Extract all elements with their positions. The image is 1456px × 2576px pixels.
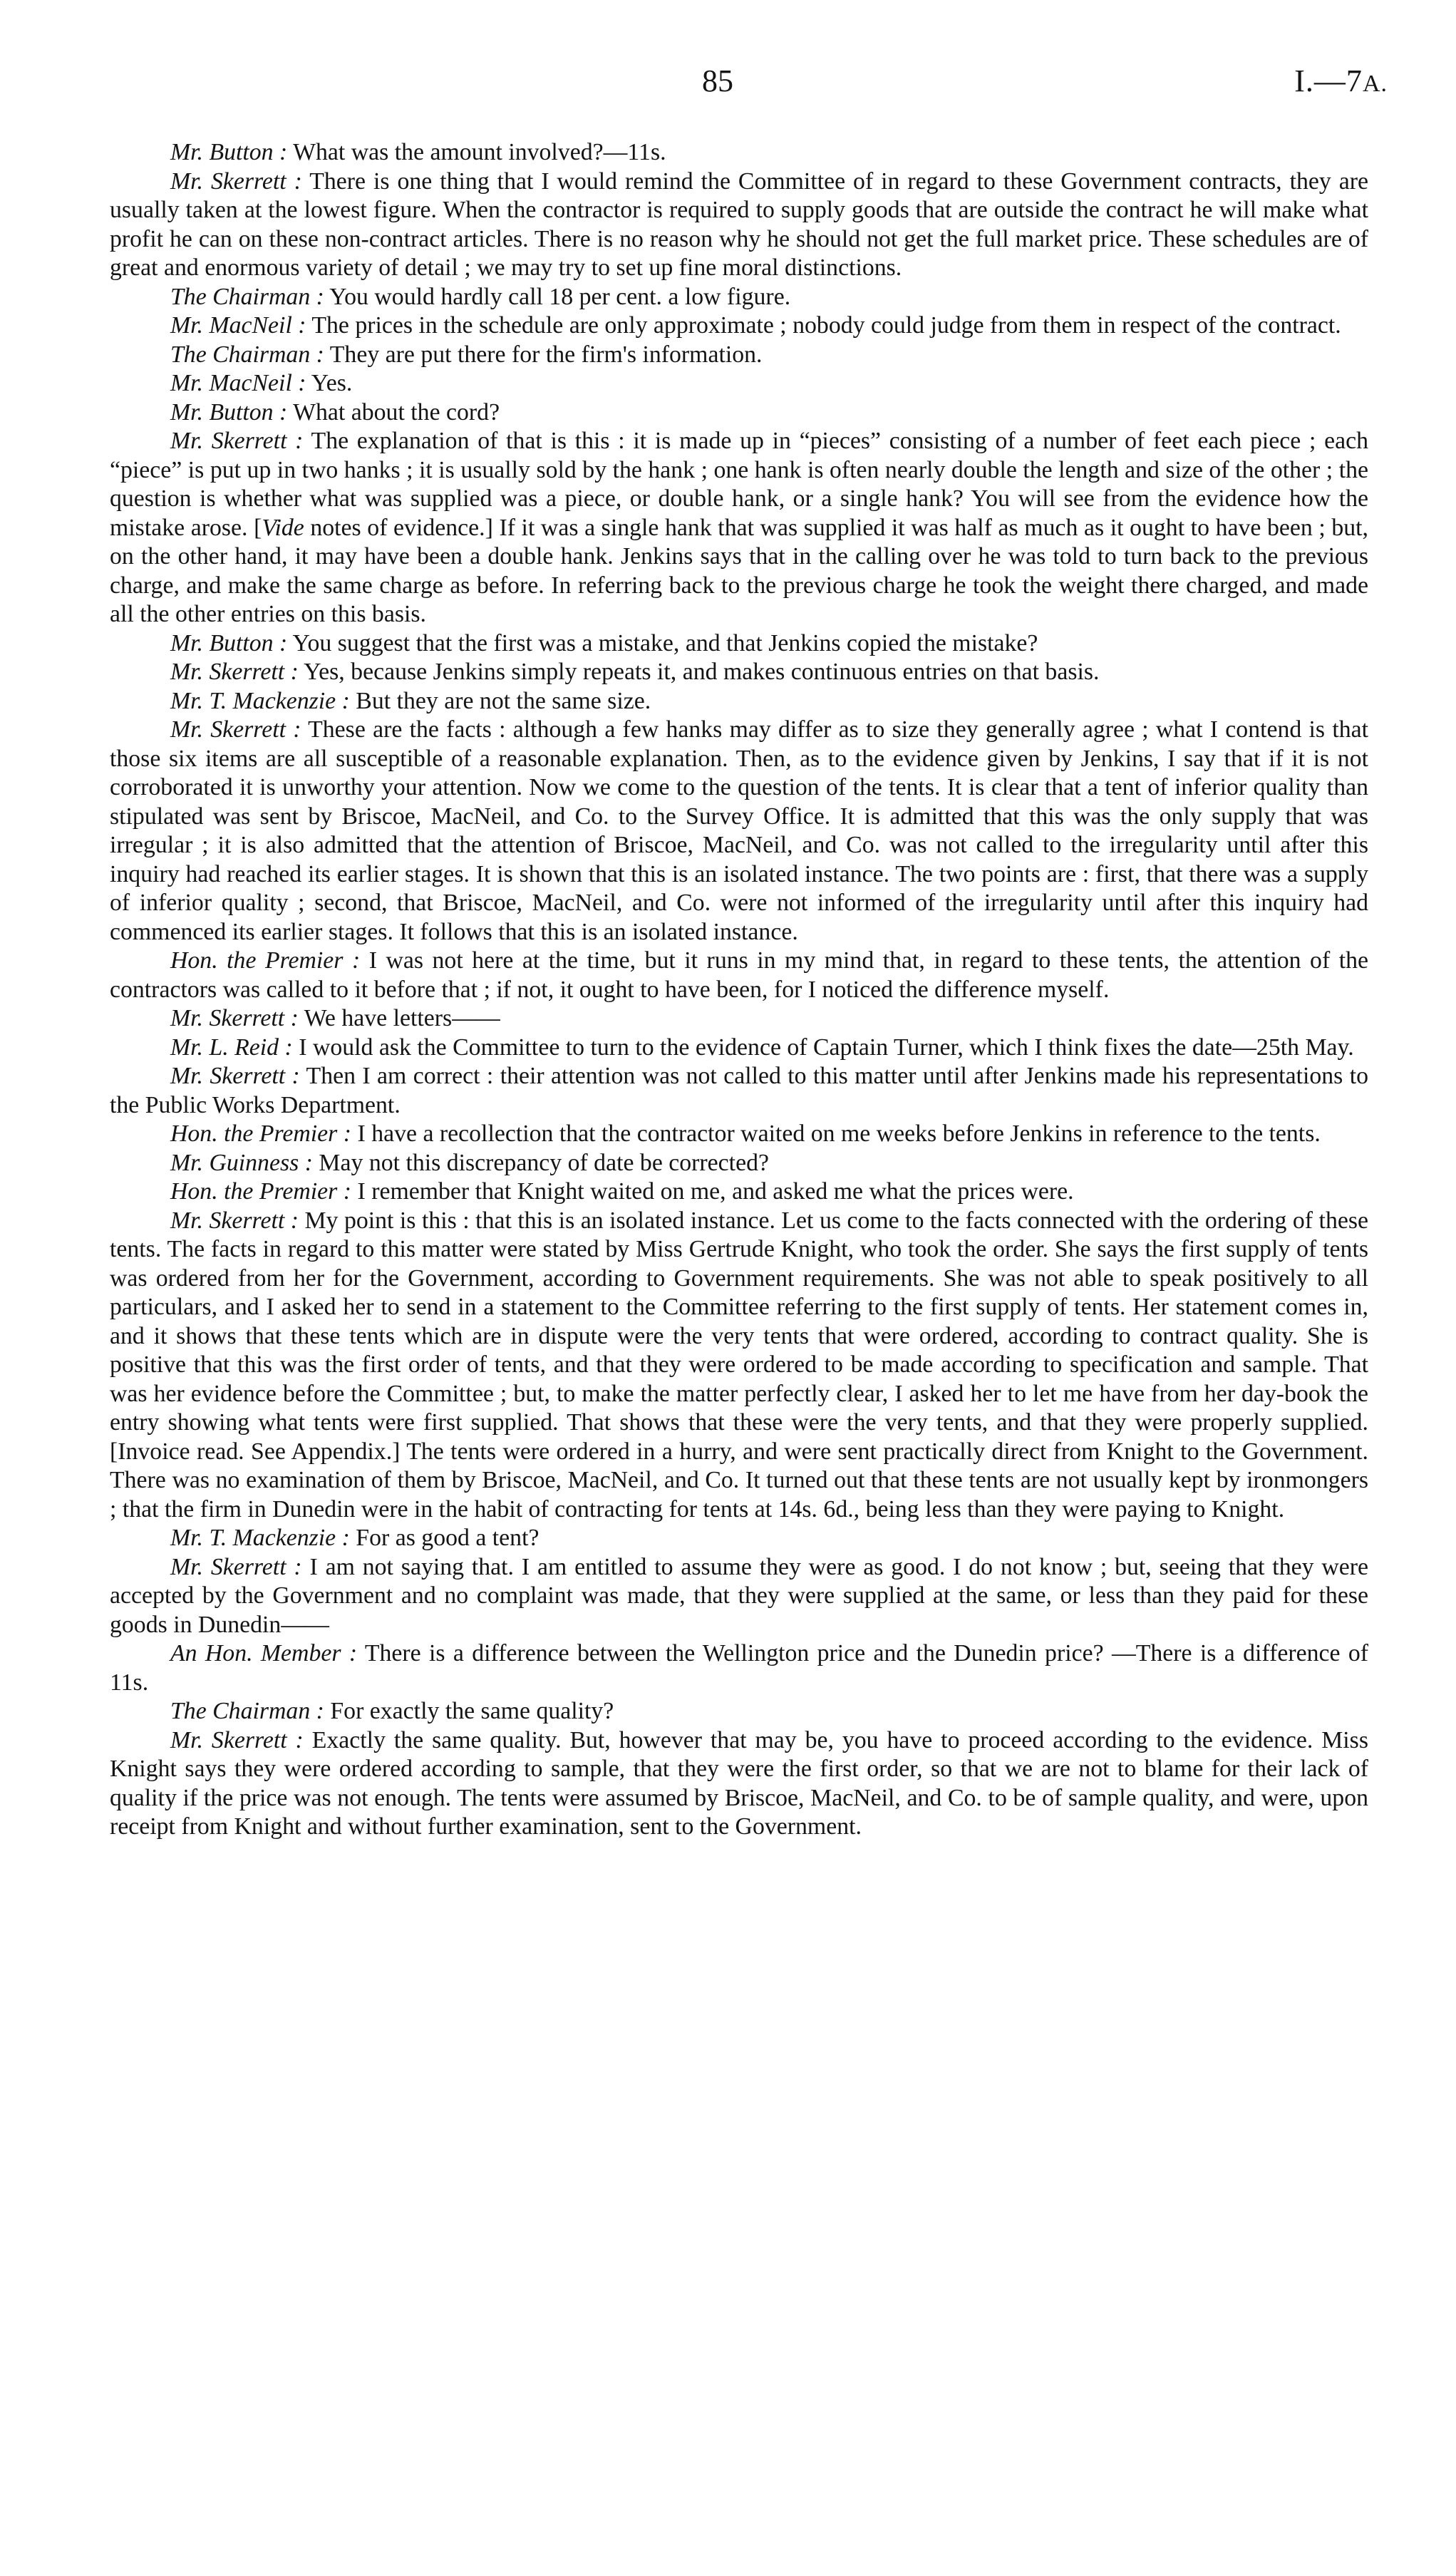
speaker-name: Mr. Skerrett : bbox=[170, 659, 299, 685]
transcript-paragraph bbox=[110, 398, 1368, 428]
transcript-paragraph bbox=[110, 1034, 1368, 1063]
transcript-paragraph bbox=[110, 947, 1368, 1004]
speech-text: You would hardly call 18 per cent. a low figure. bbox=[324, 283, 791, 310]
speaker-name: The Chairman : bbox=[170, 283, 324, 310]
italic-reference: Vide bbox=[262, 514, 304, 541]
sheet-reference bbox=[1294, 63, 1388, 99]
speech-text: There is one thing that I would remind the Committee of in regard to these Government contracts, they are usually taken at the lowest figure. When the contractor is required to supply goods that are outside the contract he will make what profit he can on these non-contract articles. There is no reason why he should not get the full market price. These schedules are of great and enormous variety of detail ; we may try to set up fine moral distinctions. bbox=[110, 168, 1368, 281]
speech-text: What was the amount involved?—11s. bbox=[287, 139, 666, 165]
speaker-name: The Chairman : bbox=[170, 341, 324, 368]
speech-text: Then I am correct : their attention was not called to this matter until after Jenkins made his representations to the Public Works Department. bbox=[110, 1063, 1368, 1118]
speaker-name: Mr. Button : bbox=[170, 398, 288, 426]
speaker-name: Mr. Button : bbox=[170, 139, 288, 165]
transcript-paragraph bbox=[110, 427, 1368, 629]
speaker-name: Mr. MacNeil : bbox=[170, 312, 306, 339]
transcript-paragraph bbox=[110, 1207, 1368, 1525]
transcript-paragraph bbox=[110, 1524, 1368, 1553]
transcript-paragraph bbox=[110, 687, 1368, 716]
speech-text: I remember that Knight waited on me, and asked me what the prices were. bbox=[351, 1178, 1074, 1205]
speaker-name: Mr. T. Mackenzie : bbox=[170, 687, 350, 714]
speaker-name: Mr. Button : bbox=[170, 629, 288, 656]
transcript-paragraph bbox=[110, 369, 1368, 398]
speaker-name: Mr. Skerrett : bbox=[170, 1553, 302, 1580]
speech-text: Yes. bbox=[306, 370, 353, 396]
transcript-body bbox=[110, 138, 1368, 1842]
transcript-paragraph bbox=[110, 283, 1368, 312]
transcript-paragraph bbox=[110, 168, 1368, 283]
speaker-name: An Hon. Member : bbox=[170, 1640, 358, 1666]
speech-text: May not this discrepancy of date be corrected? bbox=[312, 1149, 769, 1176]
speech-text: They are put there for the firm's information. bbox=[324, 341, 763, 368]
speech-text: The prices in the schedule are only approximate ; nobody could judge from them in respect of the contract. bbox=[306, 312, 1341, 339]
speech-text: I would ask the Committee to turn to the evidence of Captain Turner, which I think fixes the date—25th May. bbox=[292, 1034, 1354, 1061]
transcript-paragraph bbox=[110, 1120, 1368, 1149]
transcript-paragraph bbox=[110, 341, 1368, 370]
page-number: 85 bbox=[702, 63, 733, 98]
speech-text: What about the cord? bbox=[287, 398, 500, 426]
speech-text: I was not here at the time, but it runs in my mind that, in regard to these tents, the attention of the contractors was called to it before that ; if not, it ought to have been, for I noticed the difference myself. bbox=[110, 947, 1368, 1003]
speech-text: For as good a tent? bbox=[349, 1525, 539, 1551]
speaker-name: The Chairman : bbox=[170, 1698, 324, 1724]
speaker-name: Mr. Skerrett : bbox=[170, 1005, 299, 1031]
speaker-name: Mr. MacNeil : bbox=[170, 370, 306, 396]
transcript-paragraph bbox=[110, 311, 1368, 341]
transcript-paragraph bbox=[110, 1726, 1368, 1842]
speech-text: For exactly the same quality? bbox=[324, 1698, 614, 1724]
speaker-name: Mr. Skerrett : bbox=[170, 716, 301, 743]
speaker-name: Mr. Skerrett : bbox=[170, 428, 304, 454]
speaker-name: Mr. Skerrett : bbox=[170, 1726, 304, 1753]
transcript-paragraph bbox=[110, 1553, 1368, 1640]
transcript-paragraph bbox=[110, 1004, 1368, 1034]
transcript-paragraph bbox=[110, 658, 1368, 687]
speech-text: Exactly the same quality. But, however that may be, you have to proceed according to the evidence. Miss Knight says they were ordered according to sample, that they were the first order, so that we are not to blame for their lack of quality if the price was not enough. The tents were assumed by Briscoe, MacNeil, and Co. to be of sample quality, and were, upon receipt from Knight and without further examination, sent to the Government. bbox=[110, 1726, 1368, 1840]
transcript-paragraph bbox=[110, 716, 1368, 947]
speaker-name: Hon. the Premier : bbox=[170, 1120, 352, 1147]
speaker-name: Hon. the Premier : bbox=[170, 947, 361, 974]
speech-text: We have letters—— bbox=[298, 1005, 500, 1031]
speech-text-continued: notes of evidence.] If it was a single hank that was supplied it was half as much as it ought to have been ; but, on the other hand, it may have been a double hank. Jenkins says that in the calling over he was told to turn back to the previous charge, and make the same charge as before. In referring back to the previous charge he took the weight there charged, and made all the other entries on this basis. bbox=[110, 514, 1368, 627]
speaker-name: Mr. Skerrett : bbox=[170, 1207, 299, 1234]
speaker-name: Mr. L. Reid : bbox=[170, 1034, 293, 1061]
transcript-paragraph bbox=[110, 138, 1368, 168]
speech-text: The explanation of that is this : it is made up in “pieces” consisting of a number of feet each piece ; each “piece” is put up in two hanks ; it is usually sold by the hank ; one hank is often nearly double the length and size of the other ; the question is whether what was supplied was a piece, or double hank, or a single hank? You will see from the evidence how the mistake arose. [ bbox=[110, 428, 1368, 541]
transcript-paragraph bbox=[110, 1149, 1368, 1178]
transcript-paragraph bbox=[110, 1062, 1368, 1120]
page-header bbox=[0, 63, 1456, 105]
speech-text: These are the facts : although a few hanks may differ as to size they generally agree ; what I contend is that those six items are all susceptible of a reasonable explanation. Then, as to the evidence given by Jenkins, I say that if it is not corroborated it is unworthy your attention. Now we come to the question of the tents. It is clear that a tent of inferior quality than stipulated was sent by Briscoe, MacNeil, and Co. to the Survey Office. It is admitted that this was the only supply that was irregular ; it is also admitted that the attention of Briscoe, MacNeil, and Co. was not called to the irregularity until after this inquiry had reached its earlier stages. It is shown that this is an isolated instance. The two points are : first, that there was a supply of inferior quality ; second, that Briscoe, MacNeil, and Co. were not informed of the irregularity until after this inquiry had commenced its earlier stages. It follows that this is an isolated instance. bbox=[110, 716, 1368, 945]
transcript-paragraph bbox=[110, 1178, 1368, 1207]
speaker-name: Mr. Guinness : bbox=[170, 1149, 313, 1176]
sheet-reference-suffix: A. bbox=[1362, 71, 1388, 97]
speaker-name: Mr. Skerrett : bbox=[170, 1063, 300, 1089]
transcript-paragraph bbox=[110, 1697, 1368, 1726]
sheet-reference-main: I.—7 bbox=[1294, 63, 1363, 98]
speech-text: I am not saying that. I am entitled to assume they were as good. I do not know ; but, seeing that they were accepted by the Government and no complaint was made, that they were supplied at the same, or less than they paid for these goods in Dunedin—— bbox=[110, 1553, 1368, 1638]
speaker-name: Mr. Skerrett : bbox=[170, 168, 302, 195]
speaker-name: Hon. the Premier : bbox=[170, 1178, 352, 1205]
speaker-name: Mr. T. Mackenzie : bbox=[170, 1525, 350, 1551]
transcript-paragraph bbox=[110, 1639, 1368, 1697]
speech-text: There is a difference between the Wellington price and the Dunedin price? —There is a difference of 11s. bbox=[110, 1640, 1368, 1696]
speech-text: Yes, because Jenkins simply repeats it, and makes continuous entries on that basis. bbox=[298, 659, 1100, 685]
speech-text: But they are not the same size. bbox=[349, 687, 651, 714]
transcript-paragraph bbox=[110, 629, 1368, 659]
speech-text: You suggest that the first was a mistake, and that Jenkins copied the mistake? bbox=[287, 629, 1038, 656]
speech-text: My point is this : that this is an isolated instance. Let us come to the facts connected with the ordering of these tents. The facts in regard to this matter were stated by Miss Gertrude Knight, who took the order. She says the first supply of tents was ordered from her for the Government, according to Government requirements. She was not able to speak positively to all particulars, and I asked her to send in a statement to the Committee referring to the first supply of tents. Her statement comes in, and it shows that these tents which are in dispute were the very tents that were ordered, according to contract quality. She is positive that this was the first order of tents, and that they were ordered to be made according to specification and sample. That was her evidence before the Committee ; but, to make the matter perfectly clear, I asked her to let me have from her day-book the entry showing what tents were first supplied. That shows that these were the very tents, and that they were properly supplied. [Invoice read. See Appendix.] The tents were ordered in a hurry, and were sent practically direct from Knight to the Government. There was no examination of them by Briscoe, MacNeil, and Co. It turned out that these tents are not usually kept by ironmongers ; that the firm in Dunedin were in the habit of contracting for tents at 14s. 6d., being less than they were paying to Knight. bbox=[110, 1207, 1368, 1523]
speech-text: I have a recollection that the contractor waited on me weeks before Jenkins in reference to the tents. bbox=[351, 1120, 1321, 1147]
